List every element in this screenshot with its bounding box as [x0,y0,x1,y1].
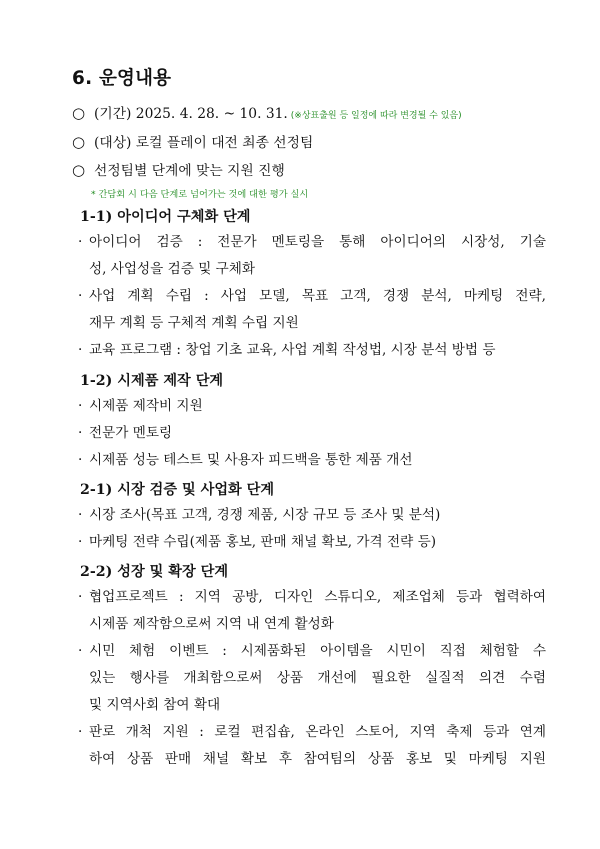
bullet-dot: · [78,643,83,659]
list-item-text: 시제품 제작함으로써 지역 내 연계 활성화 [89,616,334,632]
list-item [78,420,546,447]
list-item-continuation [78,746,546,773]
list-item-text: 아이디어 검증 : 전문가 멘토링을 통해 아이디어의 시장성, 기술 [89,234,546,250]
bullet-dot: · [78,234,83,250]
list-item [78,447,546,474]
list-item [78,283,546,310]
section-1-1-list [78,229,546,364]
list-item-continuation [78,256,546,283]
list-item [78,584,546,611]
bullet-dot: · [78,452,83,468]
section-heading-1-1: 1-1) 아이디어 구체화 단계 [80,209,251,225]
section-1-2-list [78,393,546,474]
list-item [78,529,546,556]
list-item-text: 재무 계획 등 구체적 계획 수립 지원 [89,315,299,331]
list-item [78,502,546,529]
bullet-dot: · [78,589,83,605]
list-item-text: 교육 프로그램 : 창업 기초 교육, 사업 계획 작성법, 시장 분석 방법 등 [89,342,496,358]
list-item-text: 있는 행사를 개최함으로써 상품 개선에 필요한 실질적 의견 수렴 [89,670,546,686]
list-item-text: 마케팅 전략 수립(제품 홍보, 판매 채널 확보, 가격 전략 등) [89,534,437,550]
section-heading-1-2: 1-2) 시제품 제작 단계 [80,373,224,389]
section-2-1-list [78,502,546,556]
list-item [78,337,546,364]
circle-marker: ○ [72,133,86,151]
bullet-dot: · [78,534,83,550]
overview-support [72,159,285,179]
section-heading-2-2: 2-2) 성장 및 확장 단계 [80,564,229,580]
section-2-2-list [78,584,546,773]
list-item [78,638,546,665]
list-item-continuation [78,611,546,638]
list-item-continuation [78,692,546,719]
period-note: (※상표출원 등 일정에 따라 변경될 수 있음) [290,111,462,121]
bullet-dot: · [78,342,83,358]
list-item-text: 하여 상품 판매 채널 확보 후 참여팀의 상품 홍보 및 마케팅 지원 [89,751,546,767]
circle-marker: ○ [72,161,86,179]
overview-target [72,131,313,151]
support-text: 선정팀별 단계에 맞는 지원 진행 [94,163,285,179]
bullet-dot: · [78,425,83,441]
bullet-dot: · [78,288,83,304]
target-text: (대상) 로컬 플레이 대전 최종 선정팀 [94,135,314,151]
bullet-dot: · [78,398,83,414]
list-item-continuation [78,310,546,337]
bullet-dot: · [78,507,83,523]
list-item-text: 성, 사업성을 검증 및 구체화 [89,261,256,277]
evaluation-note: * 간담회 시 다음 단계로 넘어가는 것에 대한 평가 실시 [91,189,309,200]
list-item-text: 시제품 성능 테스트 및 사용자 피드백을 통한 제품 개선 [89,452,413,468]
circle-marker: ○ [72,104,86,122]
list-item-text: 시장 조사(목표 고객, 경쟁 제품, 시장 규모 등 조사 및 분석) [89,507,441,523]
list-item-text: 사업 계획 수립 : 사업 모델, 목표 고객, 경쟁 분석, 마케팅 전략, [89,288,546,304]
list-item-text: 시제품 제작비 지원 [89,398,203,414]
list-item [78,719,546,746]
list-item [78,229,546,256]
bullet-dot: · [78,724,83,740]
period-text: (기간) 2025. 4. 28. ~ 10. 31. [94,106,288,122]
list-item-text: 판로 개척 지원 : 로컬 편집숍, 온라인 스토어, 지역 축제 등과 연계 [89,724,546,740]
list-item-text: 협업프로젝트 : 지역 공방, 디자인 스튜디오, 제조업체 등과 협력하여 [89,589,546,605]
overview-period [72,102,462,122]
list-item-text: 및 지역사회 참여 확대 [89,697,221,713]
list-item-continuation [78,665,546,692]
list-item-text: 전문가 멘토링 [89,425,173,441]
list-item [78,393,546,420]
section-title: 6. 운영내용 [72,68,172,89]
section-heading-2-1: 2-1) 시장 검증 및 사업화 단계 [80,482,275,498]
list-item-text: 시민 체험 이벤트 : 시제품화된 아이템을 시민이 직접 체험할 수 [89,643,546,659]
